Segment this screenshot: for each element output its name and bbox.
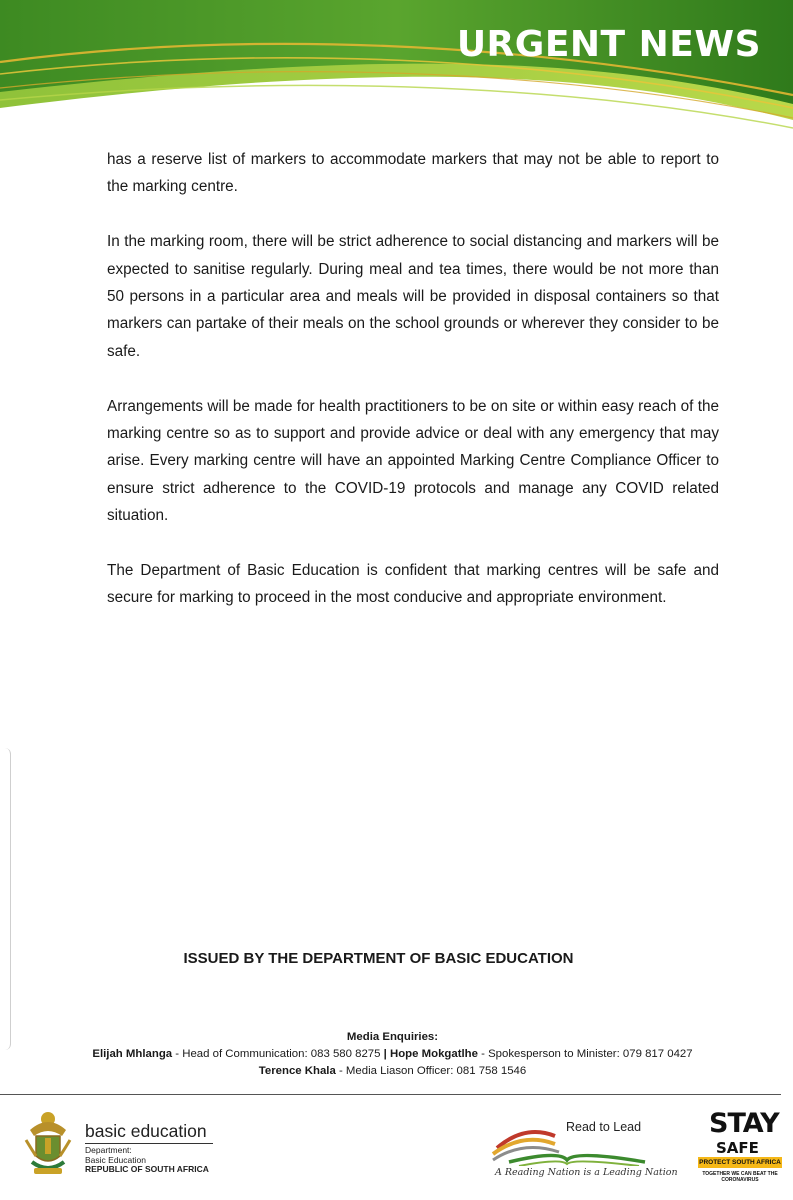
department-name: basic education [85, 1121, 207, 1141]
stay-safe-slogan: TOGETHER WE CAN BEAT THE CORONAVIRUS [702, 1171, 778, 1183]
media-heading: Media Enquiries: [346, 1031, 439, 1043]
department-line: Department: [85, 1145, 132, 1155]
contact-name: Elijah Mhlanga [92, 1048, 173, 1060]
paragraph: has a reserve list of markers to accommodate markers that may not be able to report to the marking centre. [107, 151, 719, 196]
contact-detail: - Media Liason Officer: 081 758 1546 [335, 1065, 527, 1077]
department-line: Basic Education [85, 1154, 146, 1165]
media-enquiries [0, 1029, 785, 1080]
stay-safe-title: STAY [709, 1108, 779, 1139]
issued-by: ISSUED BY THE DEPARTMENT OF BASIC EDUCATION [183, 950, 574, 967]
header-title: URGENT NEWS [456, 24, 761, 65]
page-edge [0, 748, 11, 1050]
paragraph: The Department of Basic Education is confident that marking centres will be safe and secure for marking to proceed in the most conducive and appropriate environment. [107, 562, 719, 607]
department-divider [85, 1143, 213, 1144]
paragraph: In the marking room, there will be strict adherence to social distancing and markers will be expected to sanitise regularly. During meal and tea times, there would be not more than 50 persons in a particular area and meals will be provided in disposal containers so that markers can partake of their meals on the school grounds or wherever they consider to be safe. [107, 233, 719, 360]
article-body [107, 146, 719, 639]
contact-detail: - Head of Communication: 083 580 8275 [172, 1048, 384, 1060]
department-label [85, 1146, 146, 1165]
contact-detail: - Spokesperson to Minister: 079 817 0427 [477, 1048, 693, 1060]
stay-safe-banner: PROTECT SOUTH AFRICA [699, 1159, 781, 1166]
contact-name: Hope Mokgatlhe [386, 1048, 478, 1060]
country-label: REPUBLIC OF SOUTH AFRICA [85, 1164, 209, 1174]
header-banner [0, 0, 793, 135]
read-to-lead-title: Read to Lead [566, 1120, 642, 1134]
read-to-lead-tagline: A Reading Nation is a Leading Nation [495, 1167, 678, 1178]
separator: | [383, 1048, 387, 1060]
stay-safe-subtitle: SAFE [716, 1139, 759, 1157]
footer-divider [0, 1094, 781, 1095]
paragraph: Arrangements will be made for health practitioners to be on site or within easy reach of the marking centre so as to support and provide advice or deal with any emergency that may arise. Every marking centre will have an appointed Marking Centre Compliance Officer to ensure strict adherence to the COVID-19 protocols and manage any COVID related situation. [107, 397, 719, 525]
contact-name: Terence Khala [258, 1065, 336, 1077]
coat-of-arms-icon [22, 1110, 74, 1178]
